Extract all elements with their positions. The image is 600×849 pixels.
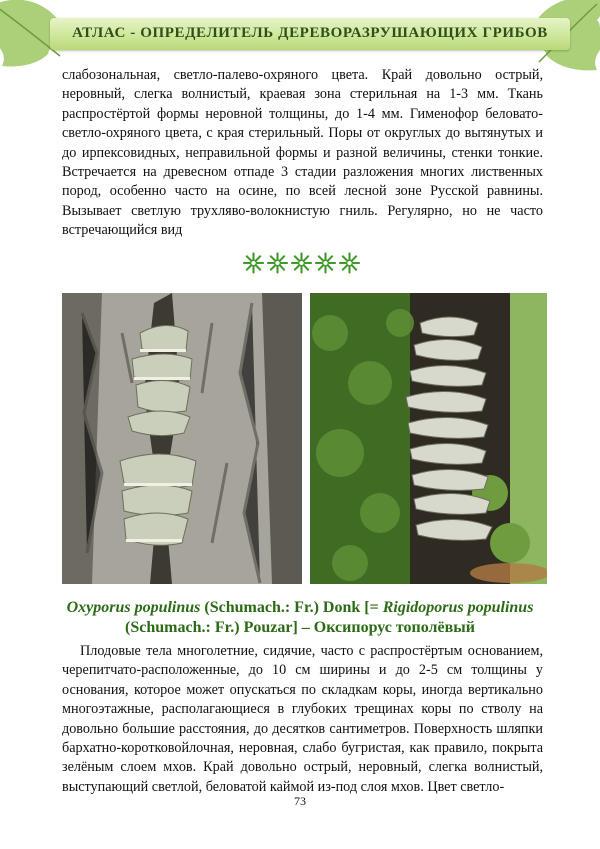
decorative-stars-divider — [243, 252, 363, 276]
running-header-title: АТЛАС - ОПРЕДЕЛИТЕЛЬ ДЕРЕВОРАЗРУШАЮЩИХ ГРИБОВ — [72, 25, 548, 41]
species-caption-line-2: (Schumach.: Fr.) Pouzar] – Оксипорус тополёвый — [125, 619, 475, 636]
species-caption-line-1 — [67, 599, 534, 616]
body-paragraph: Плодовые тела многолетние, сидячие, часто с распростёртым основанием, черепитчато-расположенные, до 10 см ширины и до 2-5 см толщины у основания, которое может опускаться по складкам коры, иногда вертикально многоэтажные, располагающиеся в глубоких трещинах коры по стволу на довольно большие расстояния, до десятков сантиметров. Поверхность шляпки бархатно-коротковойлочная, неровная, слабо бугристая, как правило, покрыта зелёным слоем мхов. Край довольно острый, неровный, слегка волнистый, выступающий светлой, беловатой каймой из-под слоя мхов. Цвет светло- — [62, 643, 543, 795]
species-authority: (Schumach.: Fr.) Donk [= — [200, 599, 383, 616]
star-ornament-icon — [243, 252, 264, 274]
star-ornament-icon — [267, 252, 288, 274]
page-number: 73 — [294, 794, 306, 808]
star-ornament-icon — [291, 252, 312, 274]
species-latin-name: Oxyporus populinus — [66, 599, 201, 616]
photo-left-fungus-on-trunk — [62, 293, 302, 584]
species-caption — [40, 598, 560, 638]
synonym-latin-name: Rigidoporus populinus — [382, 599, 534, 616]
top-paragraph: слабозональная, светло-палево-охряного цвета. Край довольно острый, неровный, слегка волнистый, краевая зона стерильная на 1-3 мм. Ткань распростёртой формы неровной толщины, до 1-4 мм. Гименофор беловато-светло-охряного цвета, с края стерильный. Поры от округлых до вытянутых и до ирпексовидных, неправильной формы и разной величины, стенки тонкие. Встречается на древесном отпаде 3 стадии разложения многих лиственных пород, особенно часто на осине, по всей лесной зоне Русской равнины. Вызывает светлую трухляво-волокнистую гниль. Регулярно, но не часто встречающийся вид — [62, 67, 543, 239]
star-ornament-icon — [339, 252, 360, 274]
star-ornament-icon — [315, 252, 336, 274]
running-header — [50, 18, 570, 50]
photo-right-fungus-on-mossy-trunk — [310, 293, 547, 584]
